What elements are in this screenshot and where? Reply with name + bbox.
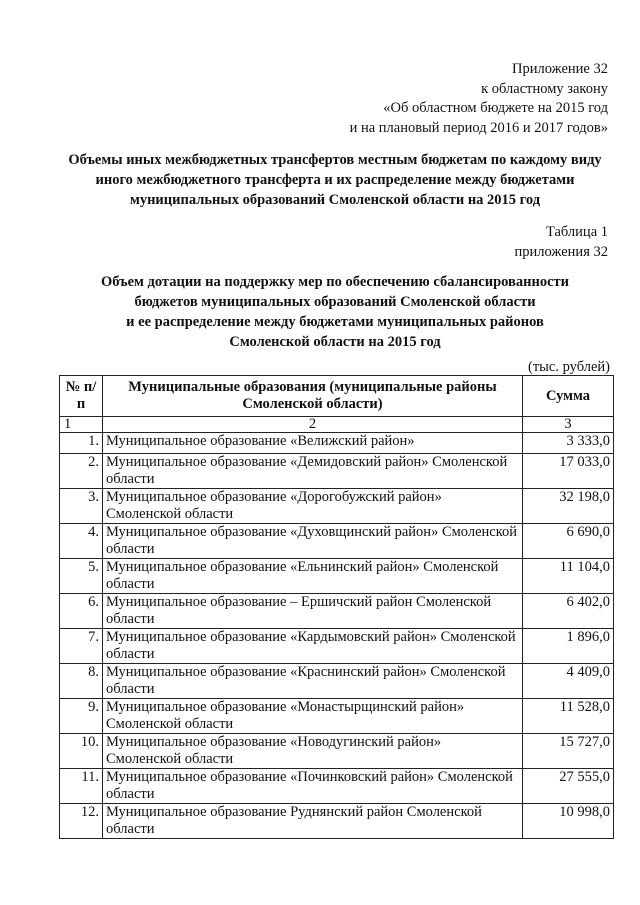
allocation-sum: 32 198,0 xyxy=(523,489,614,524)
table-title-line: Смоленской области на 2015 год xyxy=(229,334,441,350)
appendix-number: Приложение 32 xyxy=(512,61,608,77)
row-number: 5. xyxy=(60,559,103,594)
table-row xyxy=(60,454,614,489)
table-row xyxy=(60,804,614,839)
table-number: Таблица 1 xyxy=(545,224,608,240)
table-title xyxy=(70,272,600,352)
municipality-name: Муниципальное образование «Велижский район» xyxy=(103,433,523,454)
allocation-sum: 11 528,0 xyxy=(523,699,614,734)
allocation-sum: 10 998,0 xyxy=(523,804,614,839)
allocation-sum: 1 896,0 xyxy=(523,629,614,664)
row-number: 8. xyxy=(60,664,103,699)
allocation-sum: 11 104,0 xyxy=(523,559,614,594)
table-row xyxy=(60,629,614,664)
column-index: 2 xyxy=(103,417,523,433)
allocation-sum: 15 727,0 xyxy=(523,734,614,769)
document-title: Объемы иных межбюджетных трансфертов местным бюджетам по каждому виду иного межбюджетного трансферта и их распределение между бюджетами муниципальных образований Смоленской области на 2015 год xyxy=(68,152,602,208)
municipality-name: Муниципальное образование «Ельнинский район» Смоленской области xyxy=(103,559,523,594)
row-number: 1. xyxy=(60,433,103,454)
column-index: 3 xyxy=(523,417,614,433)
row-number: 4. xyxy=(60,524,103,559)
header-name: Муниципальные образования (муниципальные районы Смоленской области) xyxy=(103,376,523,417)
table-row xyxy=(60,559,614,594)
table-row xyxy=(60,769,614,804)
allocation-sum: 3 333,0 xyxy=(523,433,614,454)
header-num: № п/п xyxy=(60,376,103,417)
column-index: 1 xyxy=(60,417,103,433)
table-row xyxy=(60,699,614,734)
municipality-name: Муниципальное образование «Духовщинский район» Смоленской области xyxy=(103,524,523,559)
column-index-row xyxy=(60,417,614,433)
municipality-name: Муниципальное образование «Кардымовский район» Смоленской области xyxy=(103,629,523,664)
table-row xyxy=(60,734,614,769)
table-title-line: и ее распределение между бюджетами муниципальных районов xyxy=(126,314,544,330)
table-title-line: бюджетов муниципальных образований Смоленской области xyxy=(134,294,536,310)
appendix-law-period: и на плановый период 2016 и 2017 годов» xyxy=(349,119,608,136)
municipality-name: Муниципальное образование – Ершичский район Смоленской области xyxy=(103,594,523,629)
municipality-name: Муниципальное образование «Краснинский район» Смоленской области xyxy=(103,664,523,699)
allocation-sum: 17 033,0 xyxy=(523,454,614,489)
municipality-name: Муниципальное образование «Монастырщинский район» Смоленской области xyxy=(103,699,523,734)
municipality-name: Муниципальное образование «Починковский район» Смоленской области xyxy=(103,769,523,804)
appendix-law-ref: к областному закону xyxy=(481,80,608,97)
allocation-sum: 6 690,0 xyxy=(523,524,614,559)
row-number: 10. xyxy=(60,734,103,769)
table-row xyxy=(60,594,614,629)
row-number: 2. xyxy=(60,454,103,489)
units-label: (тыс. рублей) xyxy=(528,359,610,375)
municipality-name: Муниципальное образование «Новодугинский район» Смоленской области xyxy=(103,734,523,769)
allocation-sum: 6 402,0 xyxy=(523,594,614,629)
row-number: 6. xyxy=(60,594,103,629)
municipality-name: Муниципальное образование «Дорогобужский район» Смоленской области xyxy=(103,489,523,524)
table-row xyxy=(60,433,614,454)
table-title-line: Объем дотации на поддержку мер по обеспечению сбалансированности xyxy=(100,274,570,290)
row-number: 3. xyxy=(60,489,103,524)
municipality-name: Муниципальное образование Руднянский район Смоленской области xyxy=(103,804,523,839)
row-number: 9. xyxy=(60,699,103,734)
table-reference xyxy=(388,222,608,262)
table-header-row xyxy=(60,376,614,417)
appendix-law-title: «Об областном бюджете на 2015 год xyxy=(383,100,608,116)
municipality-name: Муниципальное образование «Демидовский район» Смоленской области xyxy=(103,454,523,489)
row-number: 11. xyxy=(60,769,103,804)
table-row xyxy=(60,489,614,524)
row-number: 12. xyxy=(60,804,103,839)
allocation-sum: 4 409,0 xyxy=(523,664,614,699)
table-row xyxy=(60,524,614,559)
table-appendix-ref: приложения 32 xyxy=(514,244,608,260)
allocation-sum: 27 555,0 xyxy=(523,769,614,804)
appendix-header xyxy=(288,60,608,138)
table-row xyxy=(60,664,614,699)
header-sum: Сумма xyxy=(523,376,614,417)
allocation-table xyxy=(59,375,614,839)
row-number: 7. xyxy=(60,629,103,664)
